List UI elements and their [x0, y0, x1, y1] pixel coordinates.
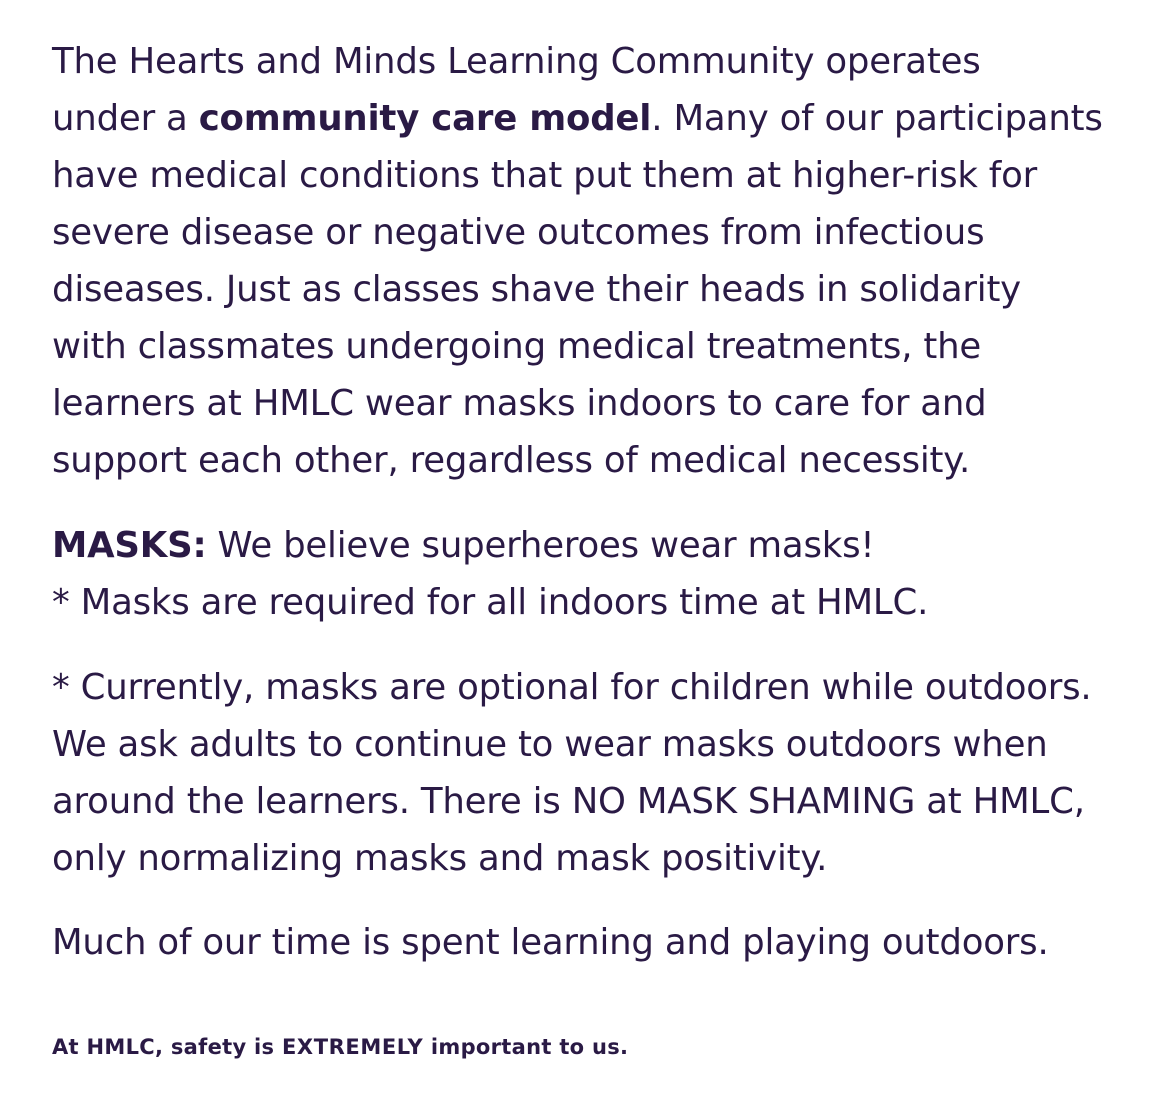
intro-paragraph: [52, 33, 1142, 489]
intro-line: support each other, regardless of medical necessity.: [52, 440, 971, 481]
outdoors-line: only normalizing masks and mask positivity.: [52, 838, 828, 879]
masks-label: MASKS:: [52, 525, 207, 566]
outdoors-paragraph: [52, 659, 1142, 887]
safety-footer: [52, 1033, 628, 1061]
footer-emphasis: EXTREMELY: [281, 1035, 424, 1059]
footer-text: At HMLC, safety is: [52, 1035, 282, 1059]
masks-statement: We believe superheroes wear masks!: [206, 525, 875, 566]
intro-text: under a: [52, 98, 199, 139]
intro-text: . Many of our participants: [651, 98, 1103, 139]
intro-line: learners at HMLC wear masks indoors to care for and: [52, 383, 987, 424]
community-care-model-emphasis: community care model: [198, 98, 652, 139]
intro-line: diseases. Just as classes shave their heads in solidarity: [52, 269, 1021, 310]
masks-statement-line: [52, 517, 1142, 574]
intro-line: with classmates undergoing medical treatments, the: [52, 326, 982, 367]
outdoors-line: * Currently, masks are optional for children while outdoors.: [52, 667, 1092, 708]
intro-line: [52, 90, 1142, 147]
time-note: Much of our time is spent learning and playing outdoors.: [52, 922, 1049, 963]
intro-line: The Hearts and Minds Learning Community operates: [52, 41, 981, 82]
intro-line: have medical conditions that put them at higher-risk for: [52, 155, 1038, 196]
footer-text: important to us.: [423, 1035, 629, 1059]
outdoors-line: We ask adults to continue to wear masks outdoors when: [52, 724, 1048, 765]
intro-line: severe disease or negative outcomes from infectious: [52, 212, 985, 253]
masks-paragraph: [52, 517, 1142, 631]
masks-indoors-rule: * Masks are required for all indoors time at HMLC.: [52, 582, 929, 623]
policy-text: [52, 33, 1142, 971]
outdoors-line: around the learners. There is NO MASK SHAMING at HMLC,: [52, 781, 1085, 822]
